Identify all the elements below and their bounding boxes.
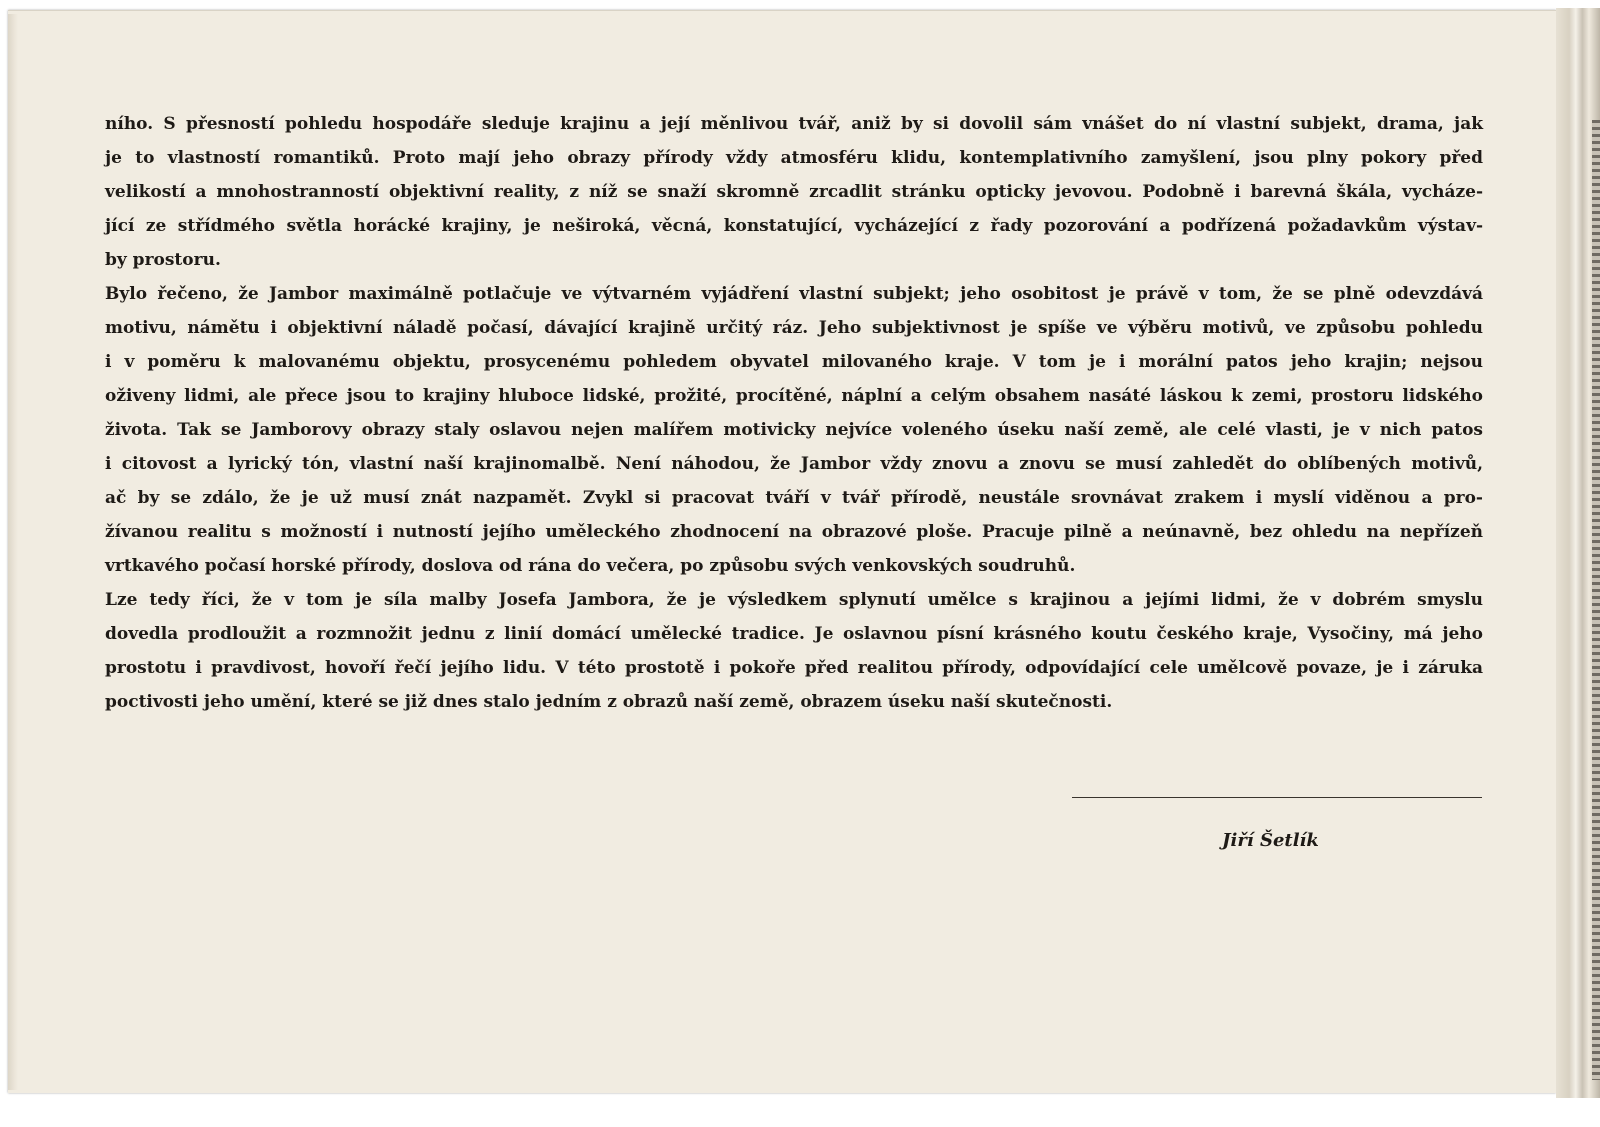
text-line: Lze tedy říci, že v tom je síla malby Josefa Jambora, že je výsledkem splynutí umělce s krajinou a jejími lidmi, že v dobrém smyslu (105, 590, 1483, 610)
text-line: jící ze střídmého světla horácké krajiny, je neširoká, věcná, konstatující, vycházející z řady pozorování a podřízená požadavkům výstav- (105, 216, 1483, 236)
page-edge-left (8, 14, 18, 1090)
text-line: velikostí a mnohostranností objektivní reality, z níž se snaží skromně zrcadlit stránku opticky jevovou. Podobně i barevná škála, vycháze- (105, 182, 1483, 202)
text-line: je to vlastností romantiků. Proto mají jeho obrazy přírody vždy atmosféru klidu, kontemplativního zamyšlení, jsou plny pokory před (105, 148, 1483, 168)
text-line: poctivosti jeho umění, které se již dnes stalo jedním z obrazů naší země, obrazem úseku naší skutečnosti. (105, 692, 1113, 712)
text-line: Bylo řečeno, že Jambor maximálně potlačuje ve výtvarném vyjádření vlastní subjekt; jeho osobitost je právě v tom, že se plně odevzdává (105, 284, 1483, 304)
text-line: by prostoru. (105, 250, 221, 270)
text-line: i v poměru k malovanému objektu, prosycenému pohledem obyvatel milovaného kraje. V tom je i morální patos jeho krajin; nejsou (105, 352, 1483, 372)
text-line: oživeny lidmi, ale přece jsou to krajiny hluboce lidské, prožité, procítěné, náplní a celým obsahem nasáté láskou k zemi, prostoru lidského (105, 386, 1483, 406)
binding-edge (1592, 120, 1600, 1080)
text-line: vrtkavého počasí horské přírody, doslova od rána do večera, po způsobu svých venkovských soudruhů. (105, 556, 1076, 576)
text-line: ač by se zdálo, že je už musí znát nazpamět. Zvykl si pracovat tváří v tvář přírodě, neustále srovnávat zrakem i myslí viděnou a pro- (105, 488, 1483, 508)
text-line: života. Tak se Jamborovy obrazy staly oslavou nejen malířem motivicky nejvíce voleného úseku naší země, ale celé vlasti, je v nich patos (105, 420, 1483, 440)
text-line: žívanou realitu s možností i nutností jejího uměleckého zhodnocení na obrazové ploše. Pracuje pilně a neúnavně, bez ohledu na nepřízeň (105, 522, 1483, 542)
text-line: prostotu i pravdivost, hovoří řečí jejího lidu. V této prostotě i pokoře před realitou přírody, odpovídající cele umělcově povaze, je i záruka (105, 658, 1483, 678)
text-line: motivu, námětu i objektivní náladě počasí, dávající krajině určitý ráz. Jeho subjektivnost je spíše ve výběru motivů, ve způsobu pohledu (105, 318, 1483, 338)
body-text (105, 107, 1483, 719)
text-line: i citovost a lyrický tón, vlastní naší krajinomalbě. Není náhodou, že Jambor vždy znovu a znovu se musí zahledět do oblíbených motivů, (105, 454, 1483, 474)
text-line: dovedla prodloužit a rozmnožit jednu z linií domácí umělecké tradice. Je oslavnou písní krásného koutu českého kraje, Vysočiny, má jeho (105, 624, 1483, 644)
signature-rule (1072, 797, 1482, 798)
text-line: ního. S přesností pohledu hospodáře sleduje krajinu a její měnlivou tvář, aniž by si dovolil sám vnášet do ní vlastní subjekt, drama, jak (105, 114, 1483, 134)
author-signature: Jiří Šetlík (1222, 830, 1319, 851)
